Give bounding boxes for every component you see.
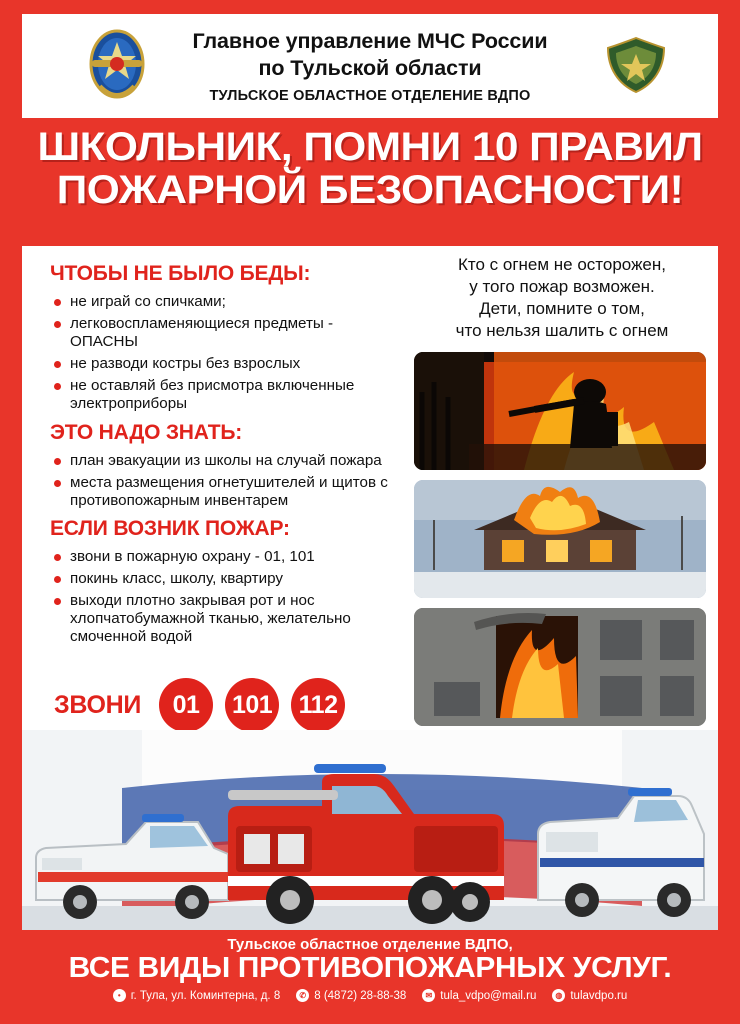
section-heading-1: ЧТОБЫ НЕ БЫЛО БЕДЫ: — [50, 262, 311, 285]
poster-footer — [22, 930, 718, 1010]
header-text-block — [135, 28, 605, 103]
poem-line-3: Дети, помните о том, — [479, 299, 645, 319]
poem-line-1: Кто с огнем не осторожен, — [457, 255, 667, 274]
list-item: не играй со спичками; — [54, 293, 404, 311]
call-label: ЗВОНИ — [54, 690, 142, 719]
rules-list-2 — [54, 452, 404, 510]
emergency-vehicles-illustration — [22, 730, 718, 930]
header-subtitle: ТУЛЬСКОЕ ОБЛАСТНОЕ ОТДЕЛЕНИЕ ВДПО — [209, 87, 531, 104]
contact-address — [113, 989, 281, 1002]
emergency-number-112: 112 — [291, 678, 345, 732]
rules-list-3 — [54, 548, 404, 646]
poem-and-photos-column — [414, 254, 710, 736]
list-item: звони в пожарную охрану - 01, 101 — [54, 548, 404, 566]
emergency-call-row — [54, 678, 357, 732]
footer-services-line: ВСЕ ВИДЫ ПРОТИВОПОЖАРНЫХ УСЛУГ. — [68, 952, 672, 984]
burning-house-photo — [414, 480, 706, 598]
main-title-line2: ПОЖАРНОЙ БЕЗОПАСНОСТИ! — [56, 168, 684, 213]
contact-address-text: г. Тула, ул. Коминтерна, д. 8 — [130, 989, 281, 1002]
list-item: план эвакуации из школы на случай пожара — [54, 452, 404, 470]
header-title-line1: Главное управление МЧС России — [192, 29, 548, 54]
list-item: места размещения огнетушителей и щитов с противопожарным инвентарем — [54, 474, 404, 510]
mail-icon: ✉ — [422, 989, 435, 1002]
content-panel — [22, 246, 718, 746]
list-item: не оставляй без присмотра включенные электроприборы — [54, 377, 404, 413]
phone-icon: ✆ — [296, 989, 309, 1002]
rules-list-1 — [54, 293, 404, 413]
list-item: легковоспламеняющиеся предметы - ОПАСНЫ — [54, 315, 404, 351]
list-item: выходи плотно закрывая рот и нос хлопчатобумажной тканью, желательно смоченной водой — [54, 592, 404, 646]
location-icon: • — [113, 989, 126, 1002]
poem-block — [414, 254, 710, 342]
burning-apartment-window-photo — [414, 608, 706, 726]
poem-line-2: у того пожар возможен. — [469, 277, 655, 297]
mchs-emblem-icon — [80, 24, 154, 108]
emergency-number-101: 101 — [225, 678, 279, 732]
section-heading-2: ЭТО НАДО ЗНАТЬ: — [50, 420, 243, 444]
poster-main-title — [0, 126, 740, 212]
footer-organization: Тульское областное отделение ВДПО, — [227, 936, 513, 953]
vdpo-emblem-icon — [600, 34, 672, 96]
contact-website-text: tulavdpo.ru — [570, 989, 628, 1002]
globe-icon: ◍ — [552, 989, 565, 1002]
header-title-line2: по Тульской области — [258, 55, 482, 80]
contact-phone[interactable] — [296, 989, 406, 1002]
footer-contacts — [22, 989, 718, 1002]
emergency-number-01: 01 — [159, 678, 213, 732]
contact-email-text: tula_vdpo@mail.ru — [440, 989, 537, 1002]
contact-email[interactable] — [422, 989, 536, 1002]
contact-website[interactable] — [552, 989, 627, 1002]
poster-header — [22, 14, 718, 118]
contact-phone-text: 8 (4872) 28-88-38 — [314, 989, 407, 1002]
main-title-line1: ШКОЛЬНИК, ПОМНИ 10 ПРАВИЛ — [37, 125, 703, 169]
list-item: не разводи костры без взрослых — [54, 355, 404, 373]
firefighter-with-hose-photo — [414, 352, 706, 470]
poem-line-4: что нельзя шалить с огнем — [455, 321, 669, 341]
list-item: покинь класс, школу, квартиру — [54, 570, 404, 588]
section-heading-3: ЕСЛИ ВОЗНИК ПОЖАР: — [50, 517, 290, 541]
rules-column — [36, 256, 404, 650]
